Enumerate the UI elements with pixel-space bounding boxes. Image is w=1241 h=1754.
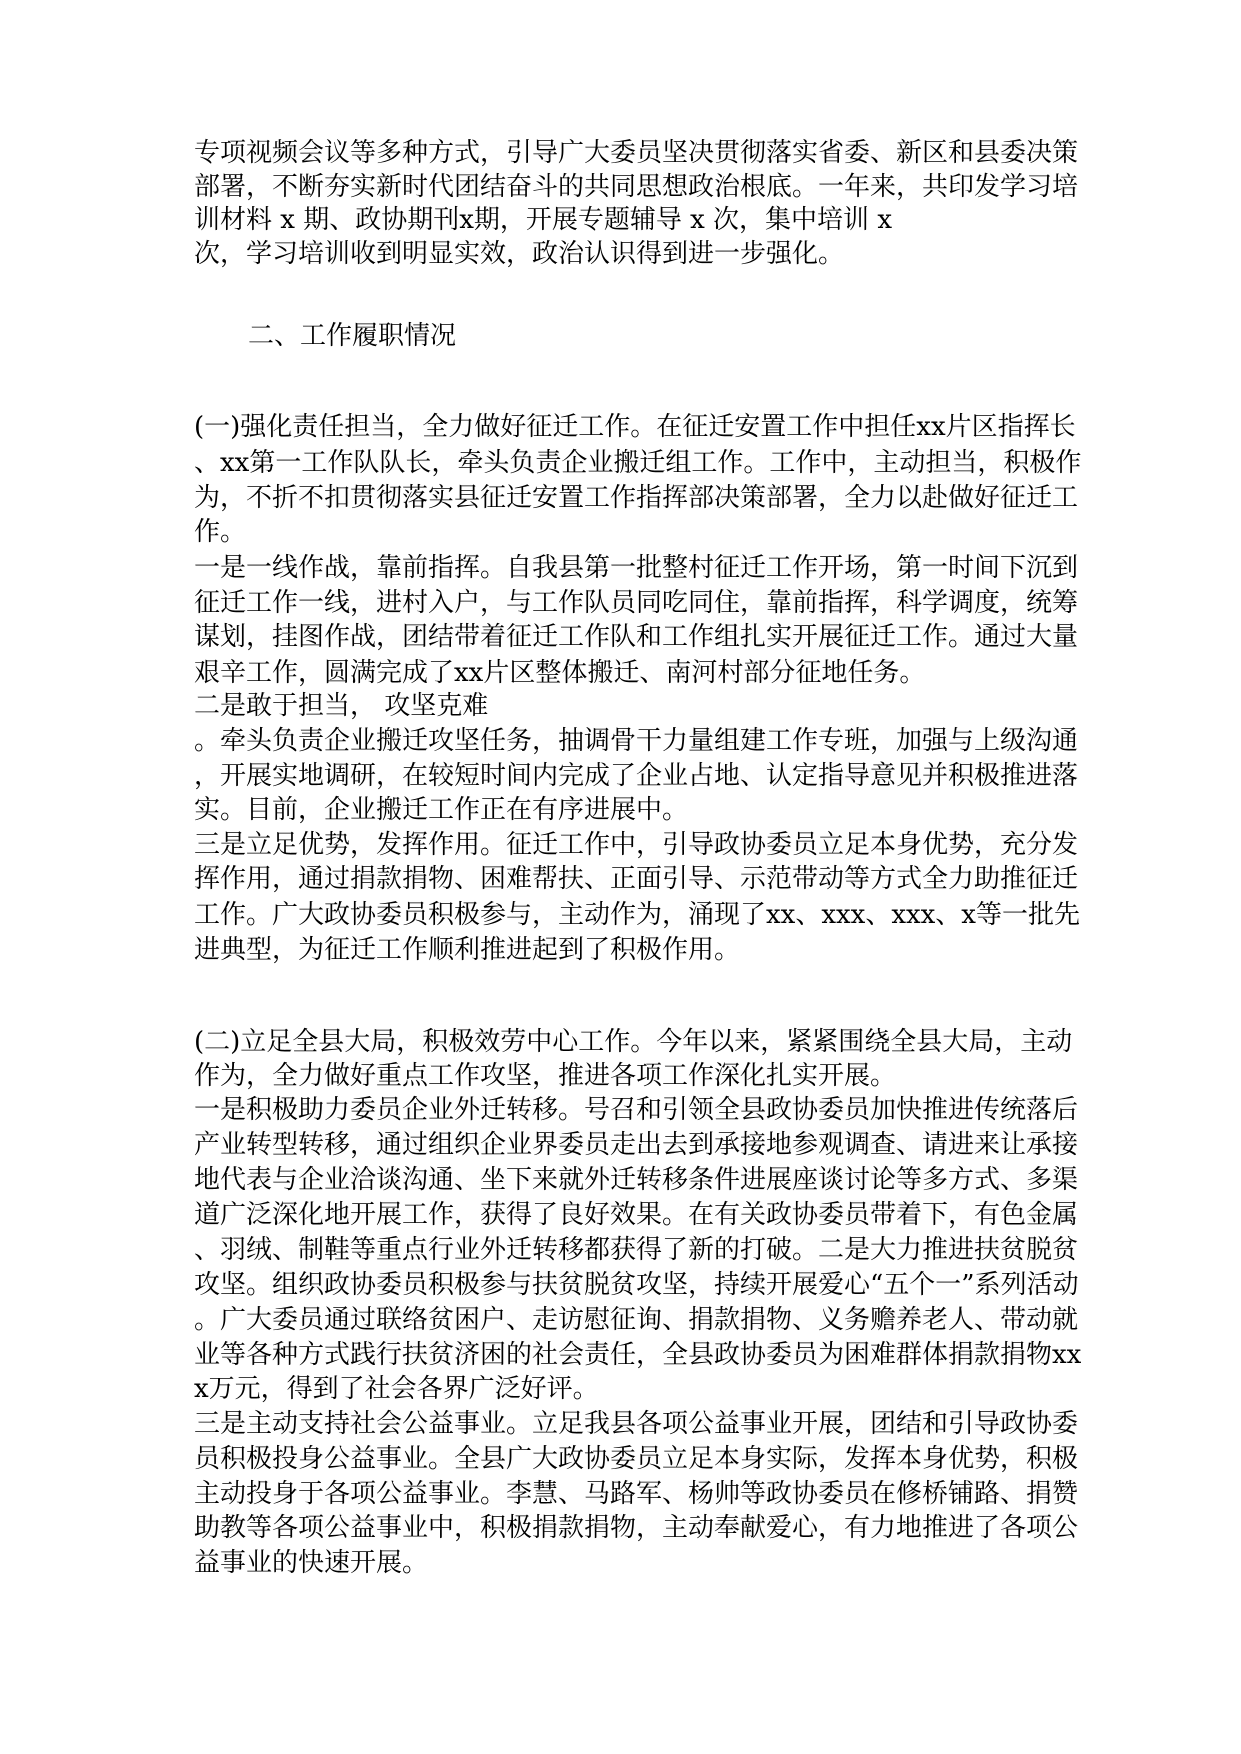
paragraph-line: 地代表与企业洽谈沟通、坐下来就外迁转移条件进展座谈讨论等多方式、多渠 [194, 1165, 1079, 1195]
paragraph-line: 一是一线作战，靠前指挥。自我县第一批整村征迁工作开场，第一时间下沉到 [194, 553, 1079, 583]
intro-line: 部署，不断夯实新时代团结奋斗的共同思想政治根底。一年来，共印发学习培 [194, 172, 1079, 202]
paragraph-line: 道广泛深化地开展工作，获得了良好效果。在有关政协委员带着下，有色金属 [194, 1200, 1079, 1230]
paragraph-line: 挥作用，通过捐款捐物、困难帮扶、正面引导、示范带动等方式全力助推征迁 [194, 864, 1079, 894]
paragraph-line: 。广大委员通过联络贫困户、走访慰征询、捐款捐物、义务赡养老人、带动就 [194, 1305, 1079, 1335]
intro-line: 专项视频会议等多种方式，引导广大委员坚决贯彻落实省委、新区和县委决策 [194, 138, 1079, 168]
paragraph-line: 益事业的快速开展。 [194, 1548, 429, 1578]
paragraph-line: 实。目前，企业搬迁工作正在有序进展中。 [194, 795, 689, 825]
paragraph-line: 艰辛工作，圆满完成了xx片区整体搬迁、南河村部分征地任务。 [194, 658, 926, 688]
paragraph-line: 作为，全力做好重点工作攻坚，推进各项工作深化扎实开展。 [194, 1061, 897, 1091]
paragraph-line: 。牵头负责企业搬迁攻坚任务，抽调骨干力量组建工作专班，加强与上级沟通 [194, 726, 1079, 756]
paragraph-line: 为，不折不扣贯彻落实县征迁安置工作指挥部决策部署，全力以赴做好征迁工 [194, 483, 1079, 513]
paragraph-line: 征迁工作一线，进村入户，与工作队员同吃同住，靠前指挥，科学调度，统筹 [194, 588, 1079, 618]
paragraph-line: ，开展实地调研，在较短时间内完成了企业占地、认定指导意见并积极推进落 [194, 761, 1079, 791]
section-heading: 二、工作履职情况 [248, 321, 457, 351]
paragraph-line: 主动投身于各项公益事业。李慧、马路军、杨帅等政协委员在修桥铺路、捐赞 [194, 1479, 1079, 1509]
paragraph-line: 一是积极助力委员企业外迁转移。号召和引领全县政协委员加快推进传统落后 [194, 1095, 1079, 1125]
paragraph-line: 、羽绒、制鞋等重点行业外迁转移都获得了新的打破。二是大力推进扶贫脱贫 [194, 1235, 1079, 1265]
paragraph-line: 员积极投身公益事业。全县广大政协委员立足本身实际，发挥本身优势，积极 [194, 1444, 1079, 1474]
paragraph-line: 作。 [194, 517, 247, 547]
paragraph-line: 进典型，为征迁工作顺利推进起到了积极作用。 [194, 935, 741, 965]
paragraph-line: 三是立足优势，发挥作用。征迁工作中，引导政协委员立足本身优势，充分发 [194, 830, 1079, 860]
paragraph-line: (一)强化责任担当，全力做好征迁工作。在征迁安置工作中担任xx片区指挥长 [194, 412, 1076, 442]
paragraph-line: x万元，得到了社会各界广泛好评。 [194, 1374, 599, 1404]
paragraph-line: 工作。广大政协委员积极参与，主动作为，涌现了xx、xxx、xxx、x等一批先 [194, 900, 1080, 930]
paragraph-line: 产业转型转移，通过组织企业界委员走出去到承接地参观调查、请进来让承接 [194, 1130, 1079, 1160]
paragraph-line: 、xx第一工作队队长，牵头负责企业搬迁组工作。工作中，主动担当，积极作 [194, 448, 1082, 478]
paragraph-line: 攻坚。组织政协委员积极参与扶贫脱贫攻坚，持续开展爱心“五个一”系列活动 [194, 1270, 1079, 1300]
paragraph-line: 谋划，挂图作战，团结带着征迁工作队和工作组扎实开展征迁工作。通过大量 [194, 622, 1079, 652]
paragraph-line: 助教等各项公益事业中，积极捐款捐物，主动奉献爱心，有力地推进了各项公 [194, 1513, 1079, 1543]
paragraph-line: 业等各种方式践行扶贫济困的社会责任，全县政协委员为困难群体捐款捐物xx [194, 1340, 1082, 1370]
paragraph-line: (二)立足全县大局，积极效劳中心工作。今年以来，紧紧围绕全县大局，主动 [194, 1027, 1073, 1057]
intro-line: 次，学习培训收到明显实效，政治认识得到进一步强化。 [194, 239, 845, 269]
intro-line: 训材料 x 期、政协期刊x期，开展专题辅导 x 次，集中培训 x [194, 205, 892, 235]
paragraph-line: 二是敢于担当， 攻坚克难 [194, 691, 489, 721]
paragraph-line: 三是主动支持社会公益事业。立足我县各项公益事业开展，团结和引导政协委 [194, 1409, 1079, 1439]
